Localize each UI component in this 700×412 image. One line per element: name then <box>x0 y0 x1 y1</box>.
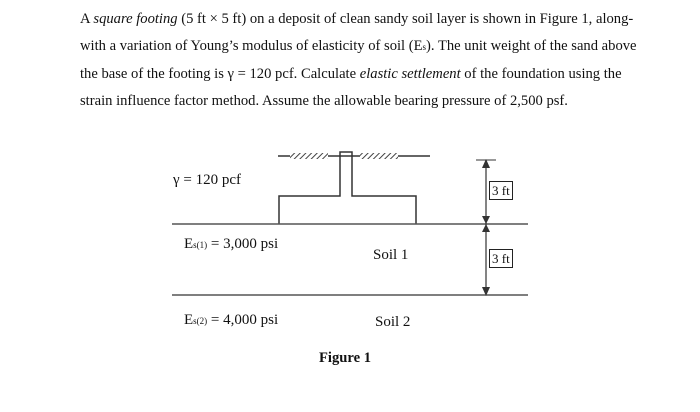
es2-label: Es(2) = 4,000 psi <box>184 312 279 328</box>
unit-weight-label: γ = 120 pcf <box>173 172 241 188</box>
ground-hatch-right <box>360 153 398 159</box>
es1-label: Es(1) = 3,000 psi <box>184 236 279 252</box>
italic-square-footing: square footing <box>93 11 178 27</box>
arrow-down-mid <box>482 216 490 224</box>
arrow-up-mid <box>482 224 490 232</box>
figure-caption: Figure 1 <box>319 350 372 366</box>
problem-statement: A square footing (5 ft × 5 ft) on a deposit of clean sandy soil layer is shown in Figure 1, along-with a variation of Young’s modulus of elasticity of soil (Es). The unit weight of the sand above the base of the footing is γ = 120 pcf. Calculate elastic settlement of the foundation using the strain influence factor method. Assume the allowable bearing pressure of 2,500 psf. <box>80 11 637 109</box>
ground-hatch-left <box>290 153 328 159</box>
dimension-bottom-label: 3 ft <box>489 249 513 268</box>
soil2-label: Soil 2 <box>375 314 411 330</box>
italic-elastic-settlement: elastic settlement <box>359 66 461 82</box>
footing-outline <box>279 152 416 224</box>
soil1-label: Soil 1 <box>373 247 409 263</box>
dimension-top-label: 3 ft <box>489 181 513 200</box>
